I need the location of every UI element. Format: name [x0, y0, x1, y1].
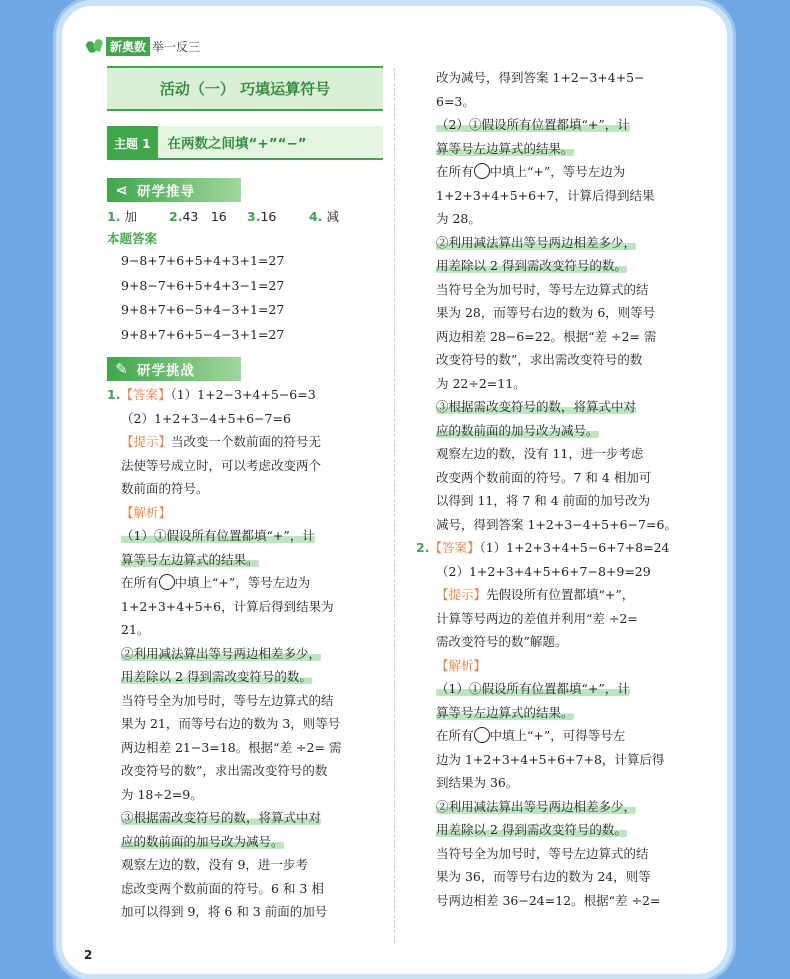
text-line: 两边相差 21−3=18。根据“差 ÷2= 需	[121, 739, 342, 755]
answer-heading: 本题答案	[107, 231, 158, 246]
explore-banner	[107, 178, 241, 202]
text-line: 果为 36，而等号右边的数为 24，则等	[436, 869, 651, 884]
text-line: 加可以得到 9，将 6 和 3 前面的加号	[121, 904, 328, 919]
text-line: 【解析】	[121, 504, 172, 520]
theme-title: 在两数之间填“+”“−”	[158, 126, 383, 160]
left-column	[107, 66, 383, 924]
text-line: 【提示】先假设所有位置都填“+”，	[436, 587, 635, 602]
text-line: 6=3。	[436, 93, 475, 109]
text-line: 1+2+3+4+5+6，计算后得到结果为	[121, 598, 334, 614]
answer-item: 2.43 16	[169, 209, 227, 224]
right-column	[416, 66, 684, 912]
text-line: 【提示】当改变一个数前面的符号无	[121, 434, 322, 449]
challenge-banner	[107, 357, 241, 381]
challenge-title: 研学挑战	[137, 363, 195, 379]
text-line: 到结果为 36。	[436, 775, 519, 790]
text-line: 用差除以 2 得到需改变符号的数。	[436, 822, 627, 837]
text-line: 21。	[121, 622, 150, 637]
text-line: 果为 21，而等号右边的数为 3，则等号	[121, 716, 341, 731]
right-text-block	[416, 66, 684, 912]
page-number: 2	[84, 948, 93, 962]
text-line: （1）①假设所有位置都填“+”，计	[436, 681, 630, 696]
text-line: 号两边相差 36−24=12。根据“差 ÷2=	[436, 892, 661, 908]
theme-tag: 主题 1	[107, 126, 158, 160]
network-icon: ⋖	[115, 181, 129, 199]
equation: 9+8+7+6+5−4−3+1=27	[121, 326, 285, 342]
text-line: ③根据需改变符号的数，将算式中对	[436, 399, 637, 414]
text-line: 改变两个数前面的符号。7 和 4 相加可	[436, 469, 652, 485]
text-line: 改变符号的数”，求出需改变符号的数	[121, 763, 328, 778]
answer-item: 1. 加	[107, 209, 137, 224]
text-line: 当符号全为加号时，等号左边算式的结	[436, 281, 649, 297]
text-line: 算等号左边算式的结果。	[436, 140, 574, 156]
text-line: （2）1+2+3+4+5+6+7−8+9=29	[436, 563, 651, 579]
text-line: 1.【答案】（1）1+2−3+4+5−6=3	[107, 387, 316, 402]
text-line: 在所有 中填上“+”，等号左边为	[121, 575, 311, 590]
equation: 9−8+7+6+5+4+3+1=27	[121, 253, 285, 268]
equation: 9+8−7+6+5+4+3−1=27	[121, 277, 285, 293]
text-line: 算等号左边算式的结果。	[121, 551, 259, 567]
equation: 9+8+7+6−5+4−3+1=27	[121, 302, 285, 317]
explore-title: 研学推导	[137, 184, 195, 200]
text-line: 以得到 11，将 7 和 4 前面的加号改为	[436, 493, 651, 508]
text-line: 边为 1+2+3+4+5+6+7+8，计算后得	[436, 751, 665, 767]
answer-item: 4. 减	[309, 209, 339, 224]
text-line: 为 22÷2=11。	[436, 375, 526, 391]
activity-title: 活动（一） 巧填运算符号	[107, 66, 383, 111]
column-divider	[394, 68, 395, 943]
text-line: 减号，得到答案 1+2+3−4+5+6−7=6。	[436, 516, 677, 532]
left-text-block	[107, 383, 383, 924]
text-line: 法使等号成立时，可以考虑改变两个	[121, 457, 322, 473]
text-line: ②利用减法算出等号两边相差多少，	[121, 645, 322, 661]
text-line: ②利用减法算出等号两边相差多少，	[436, 234, 637, 250]
book-page	[62, 6, 727, 974]
text-line: 应的数前面的加号改为减号。	[121, 833, 284, 849]
text-line: 为 28。	[436, 211, 481, 226]
book-brand	[86, 37, 200, 55]
text-line: 虑改变两个数前面的符号。6 和 3 相	[121, 880, 324, 896]
text-line: 数前面的符号。	[121, 481, 209, 496]
text-line: 为 18÷2=9。	[121, 786, 203, 802]
text-line: 在所有 中填上“+”，等号左边为	[436, 164, 626, 179]
text-line: 果为 28，而等号右边的数为 6，则等号	[436, 305, 656, 320]
text-line: 算等号左边算式的结果。	[436, 704, 574, 720]
answer-item: 3.16	[247, 209, 277, 224]
text-line: 观察左边的数，没有 9，进一步考	[121, 857, 308, 872]
text-line: （2）1+2+3−4+5+6−7=6	[121, 410, 291, 426]
text-line: 需改变符号的数”解题。	[436, 634, 568, 649]
brand-name: 新奥数	[106, 37, 150, 56]
explore-answers	[107, 205, 383, 228]
text-line: 用差除以 2 得到需改变符号的数。	[121, 669, 312, 684]
text-line: 用差除以 2 得到需改变符号的数。	[436, 258, 627, 273]
text-line: 当符号全为加号时，等号左边算式的结	[436, 845, 649, 861]
text-line: 2.【答案】（1）1+2+3+4+5−6+7+8=24	[416, 540, 670, 555]
text-line: 观察左边的数，没有 11，进一步考虑	[436, 446, 644, 461]
text-line: （2）①假设所有位置都填“+”，计	[436, 117, 630, 132]
text-line: （1）①假设所有位置都填“+”，计	[121, 528, 315, 543]
text-line: 【解析】	[436, 657, 487, 673]
text-line: 当符号全为加号时，等号左边算式的结	[121, 692, 334, 708]
text-line: 应的数前面的加号改为减号。	[436, 422, 599, 438]
text-line: 改为减号，得到答案 1+2−3+4+5−	[436, 70, 645, 85]
theme-header	[107, 126, 383, 160]
brand-subtitle: 举一反三	[152, 39, 201, 54]
text-line: 两边相差 28−6=22。根据“差 ÷2= 需	[436, 328, 657, 344]
text-line: ③根据需改变符号的数，将算式中对	[121, 810, 322, 825]
text-line: ②利用减法算出等号两边相差多少，	[436, 798, 637, 814]
leaf-logo-icon	[86, 38, 104, 54]
text-line: 改变符号的数”，求出需改变符号的数	[436, 352, 643, 367]
pencil-icon: ✎	[115, 360, 129, 378]
text-line: 1+2+3+4+5+6+7，计算后得到结果	[436, 187, 655, 203]
text-line: 计算等号两边的差值并利用“差 ÷2=	[436, 610, 638, 626]
text-line: 在所有 中填上“+”，可得等号左	[436, 728, 626, 743]
